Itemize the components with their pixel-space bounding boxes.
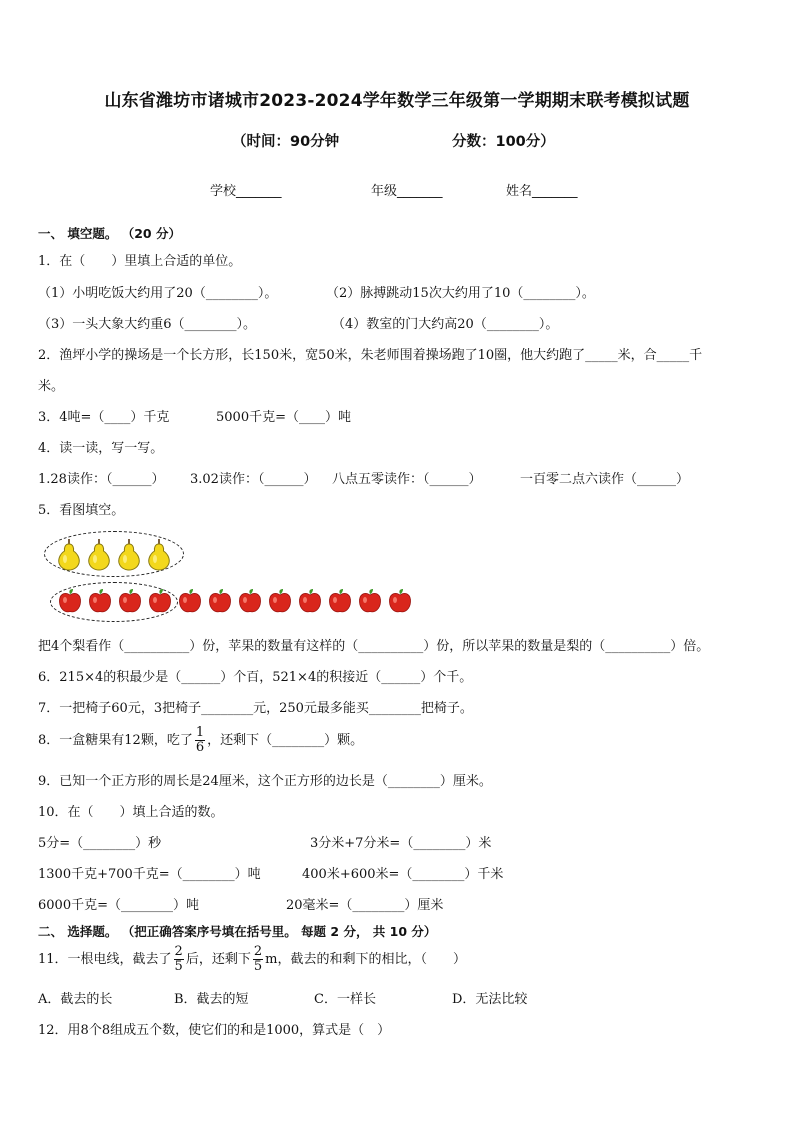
apple-icon xyxy=(88,588,112,614)
question-11-post: m，截去的和剩下的相比，（ ） xyxy=(265,952,466,967)
fraction-numerator: 2 xyxy=(253,944,263,959)
section-2-heading: 二、 选择题。 （把正确答案序号填在括号里。 每题 2 分， 共 10 分） xyxy=(38,924,437,939)
question-8-post: ，还剩下（________）颗。 xyxy=(207,733,364,748)
question-10-part-5: 6000千克=（________）吨 xyxy=(38,898,199,913)
question-10-part-1: 5分=（________）秒 xyxy=(38,836,162,851)
question-1-part-1: （1）小明吃饭大约用了20（________）。 xyxy=(38,286,278,301)
question-10: 10．在（ ）填上合适的数。 xyxy=(38,805,224,820)
question-1-part-3: （3）一头大象大约重6（________）。 xyxy=(38,317,257,332)
apple-icon xyxy=(358,588,382,614)
question-3-part-1: 3．4吨=（____）千克 xyxy=(38,410,170,425)
exam-time: （时间：90分钟 xyxy=(232,134,340,150)
question-1-part-4: （4）教室的门大约高20（________）。 xyxy=(332,317,559,332)
apple-icon xyxy=(58,588,82,614)
question-10-part-3: 1300千克+700千克=（________）吨 xyxy=(38,867,261,882)
fraction-two-fifths xyxy=(253,945,263,974)
question-4: 4．读一读，写一写。 xyxy=(38,441,164,456)
exam-score: 分数：100分） xyxy=(452,134,555,150)
apple-icon xyxy=(178,588,202,614)
grade-field: 年级_______ xyxy=(371,184,443,199)
apple-icon xyxy=(238,588,262,614)
question-8-pre: 8．一盒糖果有12颗，吃了 xyxy=(38,733,193,748)
apple-icon xyxy=(118,588,142,614)
fraction-denominator: 6 xyxy=(195,740,205,755)
apple-icon xyxy=(148,588,172,614)
question-1-part-2: （2）脉搏跳动15次大约用了10（________）。 xyxy=(326,286,595,301)
question-7: 7．一把椅子60元，3把椅子________元，250元最多能买________把椅子。 xyxy=(38,701,473,716)
question-11-mid: 后，还剩下 xyxy=(185,952,251,967)
page-title: 山东省潍坊市诸城市2023-2024学年数学三年级第一学期期末联考模拟试题 xyxy=(104,91,690,111)
question-2-line-1: 2．渔坪小学的操场是一个长方形，长150米，宽50米，朱老师围着操场跑了10圈，他大约跑了_____米，合_____千 xyxy=(38,348,703,363)
question-9: 9．已知一个正方形的周长是24厘米，这个正方形的边长是（________）厘米。 xyxy=(38,774,492,789)
question-4-part-1: 1.28读作：（______） xyxy=(38,472,165,487)
question-10-part-2: 3分米+7分米=（________）米 xyxy=(310,836,492,851)
pear-icon xyxy=(116,535,142,571)
question-5: 5．看图填空。 xyxy=(38,503,125,518)
question-4-part-4: 一百零二点六读作（______） xyxy=(520,472,690,487)
question-11 xyxy=(38,945,466,974)
pear-icon xyxy=(146,535,172,571)
question-3-part-2: 5000千克=（____）吨 xyxy=(216,410,351,425)
apple-icon xyxy=(328,588,352,614)
school-field: 学校_______ xyxy=(210,184,282,199)
question-4-part-2: 3.02读作：（______） xyxy=(190,472,317,487)
fraction-numerator: 1 xyxy=(195,725,205,740)
name-field: 姓名_______ xyxy=(506,184,578,199)
section-1-heading: 一、 填空题。 （20 分） xyxy=(38,226,181,241)
question-6: 6．215×4的积最少是（______）个百，521×4的积接近（______）个千。 xyxy=(38,670,473,685)
question-8 xyxy=(38,726,363,755)
option-a: A．截去的长 xyxy=(38,992,113,1007)
option-d: D．无法比较 xyxy=(452,992,528,1007)
fraction-two-fifths xyxy=(174,945,184,974)
fraction-numerator: 2 xyxy=(174,944,183,959)
pear-icon xyxy=(56,535,82,571)
question-10-part-6: 20毫米=（________）厘米 xyxy=(286,898,444,913)
question-11-pre: 11．一根电线，截去了 xyxy=(38,952,172,967)
apple-icon xyxy=(268,588,292,614)
fraction-denominator: 5 xyxy=(253,959,263,974)
question-1: 1．在（ ）里填上合适的单位。 xyxy=(38,254,242,269)
fraction-one-sixth xyxy=(195,726,205,755)
question-4-part-3: 八点五零读作：（______） xyxy=(332,472,482,487)
question-12: 12．用8个8组成五个数，使它们的和是1000，算式是（ ） xyxy=(38,1023,391,1038)
apple-icon xyxy=(388,588,412,614)
question-10-part-4: 400米+600米=（________）千米 xyxy=(302,867,504,882)
fraction-denominator: 5 xyxy=(174,959,183,974)
question-2-line-2: 米。 xyxy=(38,379,65,394)
apple-icon xyxy=(298,588,322,614)
apple-icon xyxy=(208,588,232,614)
pear-icon xyxy=(86,535,112,571)
question-5-text: 把4个梨看作（__________）份，苹果的数量有这样的（__________）份，所以苹果的数量是梨的（__________）倍。 xyxy=(38,639,710,654)
option-c: C．一样长 xyxy=(314,992,376,1007)
option-b: B．截去的短 xyxy=(174,992,249,1007)
